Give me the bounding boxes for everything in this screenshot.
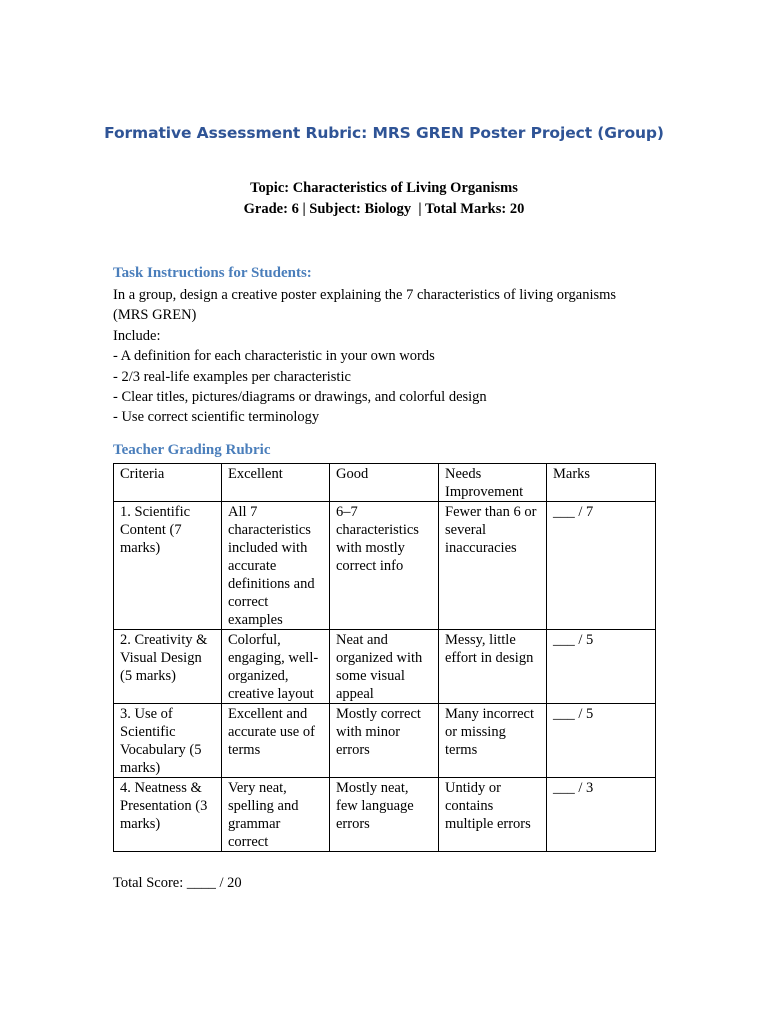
marks-cell: ___ / 3 bbox=[547, 778, 656, 852]
instruction-line: - Clear titles, pictures/diagrams or drawings, and colorful design bbox=[113, 389, 487, 406]
document-title: Formative Assessment Rubric: MRS GREN Poster Project (Group) bbox=[104, 124, 664, 142]
table-row bbox=[114, 630, 656, 704]
instruction-line: In a group, design a creative poster explaining the 7 characteristics of living organisms bbox=[113, 287, 617, 303]
criteria-cell: 2. Creativity & Visual Design (5 marks) bbox=[114, 630, 222, 704]
header-excellent: Excellent bbox=[222, 464, 330, 502]
header-good: Good bbox=[330, 464, 439, 502]
table-row bbox=[114, 502, 656, 630]
table-row bbox=[114, 778, 656, 852]
rubric-heading: Teacher Grading Rubric bbox=[113, 442, 271, 458]
needs-improvement-cell: Many incorrect or missing terms bbox=[439, 704, 547, 778]
grade-line: Grade: 6 | Subject: Biology | Total Marks: 20 bbox=[243, 201, 525, 217]
header-criteria: Criteria bbox=[114, 464, 222, 502]
instruction-line: - Use correct scientific terminology bbox=[113, 409, 320, 426]
total-score: Total Score: ____ / 20 bbox=[113, 875, 242, 891]
marks-cell: ___ / 7 bbox=[547, 502, 656, 630]
excellent-cell: All 7 characteristics included with accurate definitions and correct examples bbox=[222, 502, 330, 630]
header-marks: Marks bbox=[547, 464, 656, 502]
good-cell: 6–7 characteristics with mostly correct info bbox=[330, 502, 439, 630]
criteria-cell: 3. Use of Scientific Vocabulary (5 marks) bbox=[114, 704, 222, 778]
excellent-cell: Colorful, engaging, well-organized, creative layout bbox=[222, 630, 330, 704]
criteria-cell: 4. Neatness & Presentation (3 marks) bbox=[114, 778, 222, 852]
topic-line: Topic: Characteristics of Living Organisms bbox=[250, 180, 518, 196]
marks-cell: ___ / 5 bbox=[547, 704, 656, 778]
good-cell: Mostly correct with minor errors bbox=[330, 704, 439, 778]
instruction-line: - A definition for each characteristic in your own words bbox=[113, 348, 435, 365]
instruction-line: - 2/3 real-life examples per characteristic bbox=[113, 368, 351, 385]
good-cell: Mostly neat, few language errors bbox=[330, 778, 439, 852]
instructions-body bbox=[113, 285, 673, 428]
table-header-row bbox=[114, 464, 656, 502]
rubric-table bbox=[113, 463, 656, 852]
instruction-line: Include: bbox=[113, 327, 161, 344]
needs-improvement-cell: Messy, little effort in design bbox=[439, 630, 547, 704]
marks-cell: ___ / 5 bbox=[547, 630, 656, 704]
table-row bbox=[114, 704, 656, 778]
good-cell: Neat and organized with some visual appeal bbox=[330, 630, 439, 704]
instruction-line: (MRS GREN) bbox=[113, 307, 197, 324]
header-needs-improvement: Needs Improvement bbox=[439, 464, 547, 502]
needs-improvement-cell: Fewer than 6 or several inaccuracies bbox=[439, 502, 547, 630]
needs-improvement-cell: Untidy or contains multiple errors bbox=[439, 778, 547, 852]
excellent-cell: Excellent and accurate use of terms bbox=[222, 704, 330, 778]
excellent-cell: Very neat, spelling and grammar correct bbox=[222, 778, 330, 852]
instructions-heading: Task Instructions for Students: bbox=[113, 265, 312, 281]
criteria-cell: 1. Scientific Content (7 marks) bbox=[114, 502, 222, 630]
document-meta bbox=[0, 178, 768, 220]
